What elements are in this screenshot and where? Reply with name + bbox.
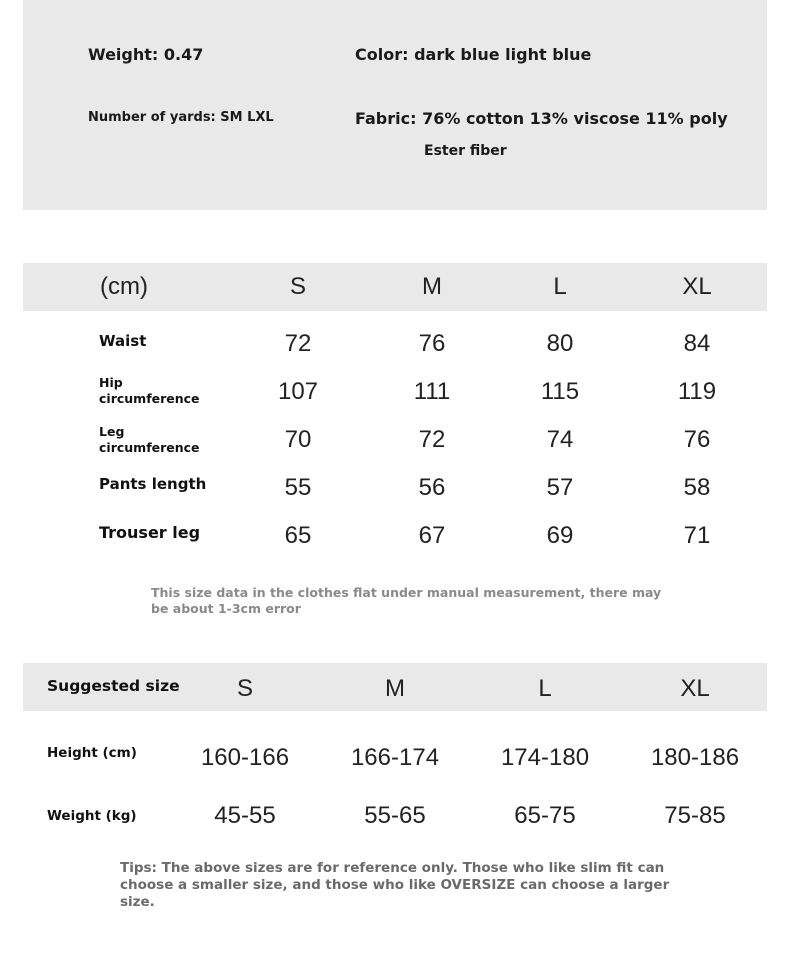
- row-label-waist: Waist: [99, 332, 147, 350]
- table-cell: 115: [540, 378, 580, 405]
- table-cell: 65-75: [514, 802, 576, 829]
- row-label-hip-line2: circumference: [99, 391, 200, 406]
- table-cell: 74: [546, 426, 574, 453]
- table-cell: 107: [277, 378, 319, 405]
- table-cell: 166-174: [350, 744, 440, 771]
- row-label-height: Height (cm): [47, 745, 137, 761]
- table-cell: 55: [284, 474, 312, 501]
- table-cell: 57: [546, 474, 574, 501]
- table-cell: 72: [418, 426, 446, 453]
- row-label-hip-line1: Hip: [99, 375, 123, 390]
- table-cell: 45-55: [214, 802, 276, 829]
- size-header-m: M: [422, 273, 442, 300]
- row-label-weight: Weight (kg): [47, 808, 137, 824]
- size-header-l: L: [553, 273, 567, 300]
- row-label-pants-length: Pants length: [99, 475, 207, 493]
- size-header-s: S: [289, 273, 307, 300]
- fabric-info-continued: Ester fiber: [424, 143, 507, 159]
- fabric-info: Fabric: 76% cotton 13% viscose 11% poly: [355, 109, 728, 128]
- suggest-header-s: S: [236, 675, 254, 702]
- suggested-size-title: Suggested size: [47, 677, 180, 695]
- row-label-leg-line1: Leg: [99, 424, 125, 439]
- table-cell: 160-166: [200, 744, 290, 771]
- table-cell: 174-180: [500, 744, 590, 771]
- yards-info: Number of yards: SM LXL: [88, 110, 274, 125]
- table-cell: 71: [683, 522, 711, 549]
- row-label-hip: [99, 375, 200, 407]
- table-cell: 111: [413, 378, 451, 405]
- row-label-leg-line2: circumference: [99, 440, 200, 455]
- table-cell: 119: [677, 378, 717, 405]
- table-cell: 76: [418, 330, 446, 357]
- table-cell: 55-65: [364, 802, 426, 829]
- table-cell: 84: [683, 330, 711, 357]
- table-cell: 75-85: [664, 802, 726, 829]
- measurement-note: This size data in the clothes flat under manual measurement, there may be about 1-3cm error: [151, 585, 662, 616]
- color-info: Color: dark blue light blue: [355, 45, 592, 64]
- table-cell: 80: [546, 330, 574, 357]
- suggest-header-xl: XL: [680, 675, 710, 702]
- table-cell: 180-186: [650, 744, 740, 771]
- table-cell: 65: [284, 522, 312, 549]
- table-cell: 76: [683, 426, 711, 453]
- size-header-xl: XL: [682, 273, 712, 300]
- table-cell: 72: [284, 330, 312, 357]
- suggest-header-l: L: [538, 675, 552, 702]
- table-cell: 67: [418, 522, 446, 549]
- suggest-header-m: M: [385, 675, 405, 702]
- table-cell: 69: [546, 522, 574, 549]
- row-label-trouser-leg: Trouser leg: [99, 523, 201, 542]
- size-tips: Tips: The above sizes are for reference only. Those who like slim fit can choose a smaller size, and those who like OVERSIZE can choose a larger size.: [120, 860, 670, 910]
- table-cell: 56: [418, 474, 446, 501]
- table-cell: 70: [284, 426, 312, 453]
- row-label-leg: [99, 424, 200, 456]
- table-cell: 58: [683, 474, 711, 501]
- unit-label: (cm): [100, 273, 148, 300]
- product-info-panel: [23, 0, 767, 210]
- weight-info: Weight: 0.47: [88, 45, 204, 64]
